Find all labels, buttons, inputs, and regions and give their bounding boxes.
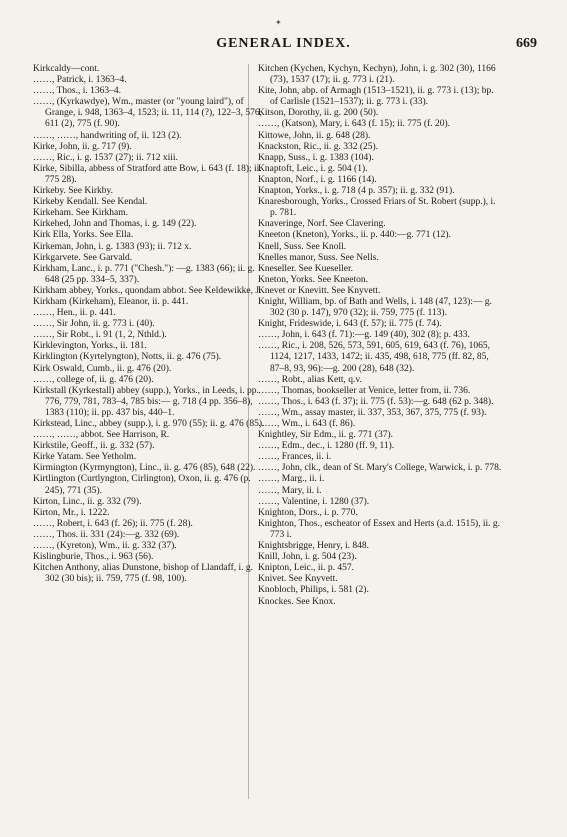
index-entry: Knapton, Norf., i. g. 1166 (14). <box>258 174 377 185</box>
index-entry: ……, Thomas, bookseller at Venice, letter from, ii. 736. <box>258 385 471 396</box>
index-entry: Knelles manor, Suss. See Nells. <box>258 252 379 263</box>
index-entry: Kirke, John, ii. g. 717 (9). <box>33 141 132 152</box>
index-entry: Knighton, Thos., escheator of Essex and Herts (a.d. 1515), ii. g. 773 i. <box>258 518 501 540</box>
index-entry: ……, Hen., ii. p. 441. <box>33 308 116 319</box>
index-entry: Knightley, Sir Edm., ii. g. 771 (37). <box>258 430 394 441</box>
index-entry: ……, (Kyreton), Wm., ii. g. 332 (37). <box>33 541 177 552</box>
index-entry: ……, Valentine, i. 1280 (37). <box>258 496 370 507</box>
index-entry: ……, Robert, i. 643 (f. 26); ii. 775 (f. 28). <box>33 518 193 529</box>
index-entry: Kirkstall (Kyrkestall) abbey (supp.), Yorks., in Leeds, i. pp. 776, 779, 781, 783–4, 785 bis:— g. 718 (4 pp. 356–8), 1383 (110); ii. pp. 437 bis, 440–1. <box>33 385 259 418</box>
index-entry: ……, Thos., i. 643 (f. 37); ii. 775 (f. 53):—g. 648 (62 p. 348). <box>258 396 494 407</box>
index-entry: Kneseller. See Kueseller. <box>258 263 353 274</box>
index-entry: Knobloch, Philips, i. 581 (2). <box>258 585 369 596</box>
index-entry: Knackston, Ric., ii. g. 332 (25). <box>258 141 379 152</box>
index-entry: Kirkgarvete. See Garvald. <box>33 252 133 263</box>
index-entry: Kirklevington, Yorks., ii. 181. <box>33 341 147 352</box>
index-entry: ……, Sir John, ii. g. 773 i. (40). <box>33 319 155 330</box>
index-entry: Kirkeby. See Kirkby. <box>33 186 114 197</box>
index-entry: Knight, Frideswide, i. 643 (f. 57); ii. 775 (f. 74). <box>258 319 442 330</box>
index-entry: Kirkstile, Geoff., ii. g. 332 (57). <box>33 441 155 452</box>
index-entry: Knight, William, bp. of Bath and Wells, i. 148 (47, 123):— g. 302 (30 p. 147), 970 (32); ii. 759, 775 (f. 113). <box>258 296 492 319</box>
index-entry: Kislingburie, Thos., i. 963 (56). <box>33 552 154 563</box>
index-entry: Kittowe, John, ii. g. 648 (28). <box>258 130 371 141</box>
index-entry: Kirke Yatam. See Yetholm. <box>33 452 137 463</box>
index-entry: ……, Ric., i. g. 1537 (27); ii. 712 xiii. <box>33 152 178 163</box>
index-column-right <box>258 64 503 608</box>
index-entry: Kirk Ella, Yorks. See Ella. <box>33 230 134 241</box>
index-entry: Kirkehed, John and Thomas, i. g. 149 (22). <box>33 219 197 230</box>
index-entry: Knivet. See Knyvett. <box>258 574 338 585</box>
index-entry: ……, Thos. ii. 331 (24):—g. 332 (69). <box>33 529 180 540</box>
index-entry: Kneeton (Kneton), Yorks., ii. p. 440:—g. 771 (12). <box>258 230 451 241</box>
index-entry: ……, Robt., alias Kett, q.v. <box>258 374 362 385</box>
index-entry: Knightsbrigge, Henry, i. 848. <box>258 541 369 552</box>
index-entry: Knipton, Leic., ii. p. 457. <box>258 563 355 574</box>
index-entry: Knill, John, i. g. 504 (23). <box>258 552 357 563</box>
running-title: GENERAL INDEX. <box>216 36 351 51</box>
index-entry: ……, ……, abbot. See Harrison, R. <box>33 430 170 441</box>
index-entry: Kitchen Anthony, alias Dunstone, bishop of Llandaff, i. g. 302 (30 bis); ii. 759, 775 (f. 98, 100). <box>33 563 254 585</box>
index-entry: ……, college of, ii. g. 476 (20). <box>33 374 154 385</box>
index-entry: ……, Patrick, i. 1363–4. <box>33 75 127 86</box>
index-entry: Knapp, Suss., i. g. 1383 (104). <box>258 152 374 163</box>
index-entry: Knaresborough, Yorks., Crossed Friars of St. Robert (supp.), i. p. 781. <box>258 197 496 219</box>
index-entry: Kirkham (Kirkeham), Eleanor, ii. p. 441. <box>33 296 189 307</box>
index-entry: ……, Mary, ii. i. <box>258 485 322 496</box>
index-entry: Knevet or Knevitt. See Knyvett. <box>258 285 381 296</box>
index-entry: ……, Frances, ii. i. <box>258 452 332 463</box>
index-entry: Kirkcaldy—cont. <box>33 64 100 74</box>
index-entry: Kirtlington (Curtlyngton, Cirlington), Oxon, ii. g. 476 (p. 245), 771 (35). <box>33 474 251 496</box>
index-entry: Knaveringe, Norf. See Clavering. <box>258 219 386 230</box>
index-entry: ……, Ric., i. 208, 526, 573, 591, 605, 619, 643 (f. 76), 1065, 1124, 1217, 1433, 1472; ii. 435, 498, 618, 775 (ff. 82, 85, 87–8, 93, 96):—g. 200 (28), 648 (32). <box>258 341 490 374</box>
index-column-left <box>33 64 268 585</box>
index-entry: Kirkeham. See Kirkham. <box>33 208 128 219</box>
index-entry: Kite, John, abp. of Armagh (1513–1521), ii. g. 773 i. (13); bp. of Carlisle (1521–1537); ii. g. 773 i. (33). <box>258 86 494 108</box>
index-entry: Kirkham abbey, Yorks., quondam abbot. See Keldewikke, J. <box>33 285 262 296</box>
index-entry: Knockes. See Knox. <box>258 596 336 607</box>
index-entry: Kirton, Mr., i. 1222. <box>33 507 110 518</box>
ornament-icon: ✦ <box>275 18 282 27</box>
page-header <box>0 18 567 51</box>
index-entry: ……, Sir Robt., i. 91 (1, 2, Nthld.). <box>33 330 167 341</box>
index-entry: Kneton, Yorks. See Kneeton. <box>258 274 369 285</box>
index-entry: ……, Wm., assay master, ii. 337, 353, 367, 375, 775 (f. 93). <box>258 407 487 418</box>
index-entry: Knell, Suss. See Knoll. <box>258 241 347 252</box>
index-entry: Kirmington (Kyrmyngton), Linc., ii. g. 476 (85), 648 (22). <box>33 463 256 474</box>
index-entry: Kirkstead, Linc., abbey (supp.), i. g. 970 (55); ii. g. 476 (85). <box>33 419 265 429</box>
index-entry: Knaptoft, Leic., i. g. 504 (1). <box>258 163 368 174</box>
index-entry: ……, Thos., i. 1363–4. <box>33 86 121 97</box>
index-entry: Knapton, Yorks., i. g. 718 (4 p. 357); ii. g. 332 (91). <box>258 186 455 197</box>
index-entry: Kirkham, Lanc., i. p. 771 ("Chesh."): —g. 1383 (66); ii. g. 648 (25 pp. 334–5, 337). <box>33 263 255 285</box>
index-entry: ……, Edm., dec., i. 1280 (ff. 9, 11). <box>258 441 395 452</box>
index-entry: Kirton, Linc., ii. g. 332 (79). <box>33 496 142 507</box>
index-entry: Knighton, Dors., i. p. 770. <box>258 507 358 518</box>
index-entry: Kitson, Dorothy, ii. g. 200 (50). <box>258 108 379 119</box>
index-entry: Kirkeman, John, i. g. 1383 (93); ii. 712 x. <box>33 241 192 252</box>
index-entry: Kirke, Sibilla, abbess of Stratford atte Bow, i. 643 (f. 18); ii. 775 28). <box>33 163 262 185</box>
index-entry: ……, Marg., ii. i. <box>258 474 325 485</box>
index-entry: ……, John, clk., dean of St. Mary's College, Warwick, i. p. 778. <box>258 463 502 474</box>
index-entry: Kirkeby Kendall. See Kendal. <box>33 197 148 208</box>
page-number: 669 <box>516 36 537 51</box>
index-entry: ……, ……, handwriting of, ii. 123 (2). <box>33 130 182 141</box>
index-entry: ……, (Katson), Mary, i. 643 (f. 15); ii. 775 (f. 20). <box>258 119 450 130</box>
index-entry: Kitchen (Kychen, Kychyn, Kechyn), John, i. g. 302 (30), 1166 (73), 1537 (17); ii. g. 773 i. (21). <box>258 64 496 86</box>
index-entry: Kirk Oswald, Cumb., ii. g. 476 (20). <box>33 363 172 374</box>
index-entry: ……, Wm., i. 643 (f. 86). <box>258 419 356 429</box>
index-entry: ……, John, i. 643 (f. 71):—g. 149 (40), 302 (8); p. 433. <box>258 330 470 341</box>
index-entry: Kirklington (Kyrtelyngton), Notts, ii. g. 476 (75). <box>33 352 222 363</box>
index-entry: ……, (Kyrkawdye), Wm., master (or "young laird"), of Grange, i. 948, 1363–4, 1523; ii. 11, 114 (?), 122–3, 576, 611 (2), 775 (f. 90). <box>33 97 262 130</box>
